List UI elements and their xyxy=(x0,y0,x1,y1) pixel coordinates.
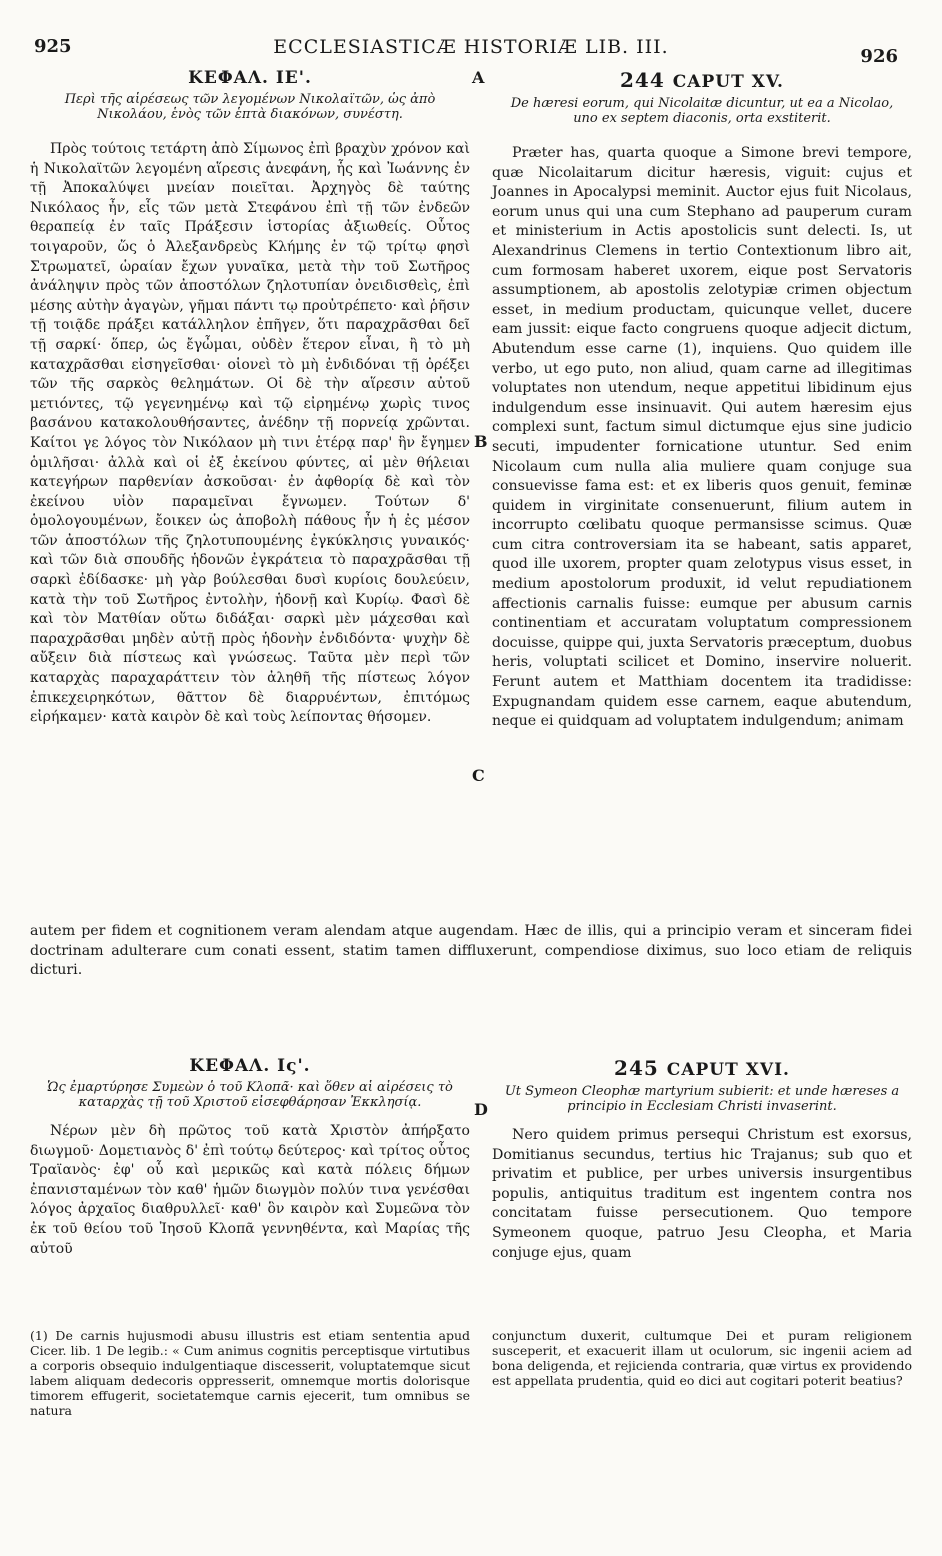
latin-chapter-heading xyxy=(492,68,912,92)
full-width-continuation: autem per fidem et cognitionem veram alendam atque augendam. Hæc de illis, qui a principio veram et sinceram fidei doctrinam adulterare cum conati essent, statim tamen diffluxerunt, compendiose diximus, suo loco etiam de reliquis dicturi. xyxy=(30,923,912,979)
page-number-left: 925 xyxy=(34,36,72,57)
margin-letter-c: C xyxy=(472,766,485,785)
greek-body-text: Πρὸς τούτοις τετάρτη ἀπὸ Σίμωνος ἐπὶ βραχὺν χρόνον καὶ ἡ Νικολαϊτῶν λεγομένη αἵρεσις ἀνεφάνη, ἧς καὶ Ἰωάννης ἐν τῇ Ἀποκαλύψει μνείαν ποιεῖται. Ἀρχηγὸς δὲ ταύτης Νικόλαος ἦν, εἷς τῶν μετὰ Στεφάνου ἐπὶ τῇ τῶν ἐνδεῶν θεραπείᾳ ἐν ταῖς Πράξεσιν ἱστορίας ἀξιωθείς. Οὗτος τοιγαροῦν, ὥς ὁ Ἀλεξανδρεὺς Κλήμης ἐν τῷ τρίτῳ φησὶ Στρωματεῖ, ὡραίαν ἔχων γυναῖκα, μετὰ τὴν τοῦ Σωτῆρος ἀνάληψιν πρὸς τῶν ἀποστόλων ζηλοτυπίαν ὀνειδισθεὶς, ἐπὶ μέσης αὐτὴν ἀγαγὼν, γῆμαι πάντι τῳ προὐτρέπετο· καὶ ῥῆσιν τῇ τοιᾷδε πράξει κατάλληλον ἐπῆγεν, ὅτι παραχρᾶσθαι δεῖ τῇ σαρκί· ὅπερ, ὡς ἔγὦμαι, οὐδὲν ἕτερον εἶναι, ἢ τὸ μὴ καταχρᾶσθαι εἰσηγεῖσθαι· οἱονεὶ τὸ μὴ ἐνδιδόναι τῇ ὀρέξει τῶν τῆς σαρκὸς θελημάτων. Οἱ δὲ τὴν αἵρεσιν αὐτοῦ μετιόντες, τῷ γεγενημένῳ καὶ τῷ εἰρημένῳ χωρὶς τινος βασάνου κατακολουθήσαντες, ἀνέδην τῇ πορνείᾳ χρῶνται. Καίτοι γε λόγος τὸν Νικόλαον μὴ τινι ἑτέρᾳ παρ' ἣν ἔγημεν ὁμιλῆσαι· ἀλλὰ καὶ οἱ ἐξ ἐκείνου φύντες, αἱ μὲν θήλειαι κατεγήρων παρθενίαν ἀσκοῦσαι· ἐν ἀφθορίᾳ δὲ καὶ τὸν ἐκείνου υἱὸν παραμεῖναι ἔγνωμεν. Τούτων δ' ὁμολογουμένων, ἔοικεν ὡς ἀποβολὴ πάθους ἦν ἡ ἐς μέσον τῶν ἀποστόλων τῆς ζηλοτυπουμένης ἐγκύκλησις γυναικός· καὶ τῶν διὰ σπουδῆς ἡδονῶν ἐγκράτεια τὸ παραχρᾶσθαι τῇ σαρκὶ ἐδίδασκε· μὴ γὰρ βούλεσθαι δυσὶ κυρίοις δουλεύειν, κατὰ τὴν τοῦ Σωτῆρος ἐντολὴν, ἡδονῇ καὶ Κυρίῳ. Φασὶ δὲ καὶ τὸν Ματθίαν οὕτω διδάξαι· σαρκὶ μὲν μάχεσθαι καὶ παραχρᾶσθαι μηδὲν αὐτῇ πρὸς ἡδονὴν ἐνδιδόντα· ψυχὴν δὲ αὔξειν διὰ πίστεως καὶ γνώσεως. Ταῦτα μὲν περὶ τῶν καταρχὰς παραχαράττειν τὸν ἀληθῆ τῆς πίστεως λόγον ἐπικεχειρηκότων, θᾶττον δὲ διαρρυέντων, ἐπιτόμως εἰρήκαμεν· κατὰ καιρὸν δὲ καὶ τοὺς λείποντας θήσομεν. xyxy=(30,141,470,726)
margin-letter-a: A xyxy=(472,68,485,87)
latin-column-16 xyxy=(492,1056,912,1263)
latin-body-text-16: Nero quidem primus persequi Christum est exorsus, Domitianus secundus, tertius hic Trajanus; sub quo et privatim et publice, per urbes universis insurgentibus populis, antiquitus traditum est ingentem contra nos concitatam fuisse persecutionem. Quo tempore Symeonem quoque, patruo Jesu Cleopha, et Maria conjuge ejus, quam xyxy=(492,1127,912,1261)
latin-body-text: Præter has, quarta quoque a Simone brevi tempore, quæ Nicolaitarum dicitur hæresis, viguit: cujus et Joannes in Apocalypsi meminit. Auctor ejus fuit Nicolaus, eorum unus qui una cum Stephano ad pauperum curam et ministerium in Actis apostolicis sunt delecti. Is, ut Alexandrinus Clemens in tertio Contextionum libro ait, cum formosam haberet uxorem, eique post Servatoris assumptionem, ab apostolis zelotypiæ crimen objectum esset, in medium productam, quicunque vellet, ducere eam jussit: eique facto congruens quoque adjecit dictum, Abutendum esse carne (1), inquiens. Quo quidem ille verbo, ut ego puto, non aliud, quam carne ad illegitimas voluptates non utendum, neque appetitui libidinum ejus indulgendum esse insinuavit. Qui autem hæresim ejus complexi sunt, factum simul dictumque ejus sine judicio secuti, impudenter fornicatione utuntur. Sed enim Nicolaum cum nulla alia muliere quam conjuge sua consuevisse fama est: et ex liberis quos genuit, feminæ quidem in virginitate consenuerunt, filium autem in incorrupto cœlibatu quoque permansisse scimus. Quæ cum citra controversiam ita se habeant, satis apparet, quod ille uxorem, propter quam zelotypus visus esset, in medium apostolorum produxit, id velut repudiationem affectionis carnalis fuisse: eumque per abusum carnis continentiam et accuratam voluptatum compressionem docuisse, quippe qui, juxta Servatoris præceptum, duobus heris, voluptati scilicet et Domino, inservire noluerit. Ferunt autem et Matthiam docentem ita tradidisse: Expugnandam quidem esse carnem, eaque abutendum, neque ei quidquam ad voluptatem indulgendum; animam xyxy=(492,145,912,730)
latin-chapter-subtitle: De hæresi eorum, qui Nicolaitæ dicuntur, ut ea a Nicolao, uno ex septem diaconis, orta exstiterit. xyxy=(510,96,894,126)
chapter-15-columns xyxy=(30,68,912,948)
chapter-16-columns xyxy=(30,1056,912,1316)
footnote-area xyxy=(30,1328,912,1468)
greek-column-15 xyxy=(30,68,470,728)
footnote-left xyxy=(30,1328,470,1418)
latin-chapter-subtitle-16: Ut Symeon Cleophæ martyrium subierit: et unde hæreses a principio in Ecclesiam Christi invaserint. xyxy=(504,1084,900,1114)
latin-page-marker-16: 245 xyxy=(614,1056,659,1080)
latin-column-15 xyxy=(492,68,912,732)
latin-page-marker: 244 xyxy=(620,68,665,92)
latin-chapter-heading-16 xyxy=(492,1056,912,1080)
latin-chapter-label-16: CAPUT XVI. xyxy=(666,1060,790,1080)
footnote-text-right: conjunctum duxerit, cultumque Dei et puram religionem susceperit, et exacuerit illam ut oculorum, sic ingenii aciem ad bona deligenda, et rejicienda contraria, quæ virtus ex providendo est appellata prudentia, quid eo dici aut cogitari poterit beatius? xyxy=(492,1328,912,1388)
greek-chapter-heading-16: ΚΕΦΑΛ. Ις'. xyxy=(189,1056,311,1076)
greek-chapter-subtitle: Περὶ τῆς αἱρέσεως τῶν λεγομένων Νικολαϊτῶν, ὡς ἀπὸ Νικολάου, ἑνὸς τῶν ἑπτὰ διακόνων, συνέστη. xyxy=(64,92,436,122)
greek-chapter-heading: ΚΕΦΑΛ. ΙΕ'. xyxy=(188,68,312,88)
page-number-right: 926 xyxy=(860,46,898,67)
greek-column-16 xyxy=(30,1056,470,1259)
running-title: ECCLESIASTICÆ HISTORIÆ LIB. III. xyxy=(273,36,669,58)
footnote-text-left: (1) De carnis hujusmodi abusu illustris est etiam sententia apud Cicer. lib. 1 De legib.: « Cum animus cognitis perceptisque virtutibus a corporis obsequio indulgentiaque discesserit, voluptatemque sicut labem aliquam dedecoris oppresserit, omnemque mortis dolorisque timorem effugerit, societatemque carnis ejecerit, tum omnibus se natura xyxy=(30,1328,470,1418)
margin-letter-d: D xyxy=(474,1100,488,1119)
footnote-right xyxy=(492,1328,912,1388)
greek-chapter-subtitle-16: Ὡς ἐμαρτύρησε Συμεὼν ὁ τοῦ Κλοπᾶ· καὶ ὅθεν αἱ αἱρέσεις τὸ καταρχὰς τῇ τοῦ Χριστοῦ εἰσεφθάρησαν Ἐκκλησίᾳ. xyxy=(47,1080,453,1110)
latin-chapter-label: CAPUT XV. xyxy=(672,72,784,92)
running-header xyxy=(0,36,942,66)
greek-body-text-16: Νέρων μὲν δὴ πρῶτος τοῦ κατὰ Χριστὸν ἀπήρξατο διωγμοῦ· Δομετιανὸς δ' ἐπὶ τούτῳ δεύτερος· καὶ τρίτος οὗτος Τραϊανὸς· ἐφ' οὗ καὶ μερικῶς καὶ κατὰ πόλεις δήμων ἐπανισταμένων τὸν καθ' ἡμῶν διωγμὸν πολύν τινα γενέσθαι λόγος ἀρχαῖος διαθρυλλεῖ· καθ' ὃν καιρὸν καὶ Συμεῶνα τὸν ἐκ τοῦ θείου τοῦ Ἰησοῦ Κλοπᾶ γεννηθέντα, καὶ Μαρίας τῆς αὐτοῦ xyxy=(30,1123,470,1257)
margin-letter-b: B xyxy=(474,432,488,451)
